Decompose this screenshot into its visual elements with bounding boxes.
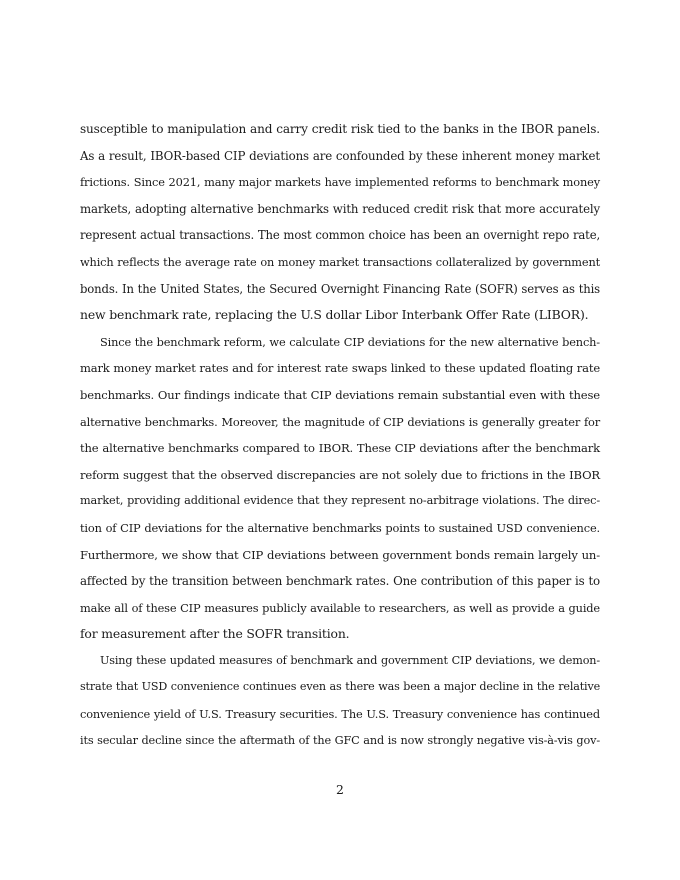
text-line: susceptible to manipulation and carry credit risk tied to the banks in the IBOR panels. bbox=[80, 122, 600, 136]
text-line: new benchmark rate, replacing the U.S dollar Libor Interbank Offer Rate (LIBOR). bbox=[80, 307, 589, 323]
text-line: affected by the transition between benchmark rates. One contribution of this paper is to bbox=[80, 574, 600, 589]
text-line: strate that USD convenience continues even as there was been a major decline in the relative bbox=[80, 680, 600, 694]
text-line: market, providing additional evidence that they represent no-arbitrage violations. The direc- bbox=[80, 494, 600, 508]
text-line: Using these updated measures of benchmark and government CIP deviations, we demon- bbox=[100, 653, 600, 667]
text-line: alternative benchmarks. Moreover, the magnitude of CIP deviations is generally greater for bbox=[80, 414, 600, 429]
text-line: which reflects the average rate on money market transactions collateralized by government bbox=[80, 254, 600, 269]
text-line: mark money market rates and for interest rate swaps linked to these updated floating rate bbox=[80, 361, 600, 376]
text-line: its secular decline since the aftermath of the GFC and is now strongly negative vis-à-vis gov- bbox=[80, 733, 600, 747]
text-line: bonds. In the United States, the Secured Overnight Financing Rate (SOFR) serves as this bbox=[80, 281, 600, 296]
text-line: Furthermore, we show that CIP deviations between government bonds remain largely un- bbox=[80, 547, 600, 562]
text-line: represent actual transactions. The most common choice has been an overnight repo rate, bbox=[80, 228, 600, 243]
text-line: Since the benchmark reform, we calculate CIP deviations for the new alternative bench- bbox=[100, 334, 600, 349]
text-line: convenience yield of U.S. Treasury securities. The U.S. Treasury convenience has continued bbox=[80, 707, 600, 722]
page-number: 2 bbox=[336, 782, 344, 797]
text-line: for measurement after the SOFR transition. bbox=[80, 626, 350, 642]
text-line: markets, adopting alternative benchmarks with reduced credit risk that more accurately bbox=[80, 201, 600, 216]
text-line: tion of CIP deviations for the alternative benchmarks points to sustained USD convenience. bbox=[80, 520, 600, 535]
body-text bbox=[80, 116, 600, 754]
text-line: As a result, IBOR-based CIP deviations are confounded by these inherent money market bbox=[80, 148, 600, 163]
text-line: the alternative benchmarks compared to IBOR. These CIP deviations after the benchmark bbox=[80, 441, 600, 456]
text-line: make all of these CIP measures publicly available to researchers, as well as provide a guide bbox=[80, 600, 600, 615]
text-line: benchmarks. Our findings indicate that CIP deviations remain substantial even with these bbox=[80, 387, 600, 402]
text-line: frictions. Since 2021, many major markets have implemented reforms to benchmark money bbox=[80, 175, 600, 190]
paragraph-1 bbox=[80, 116, 600, 329]
text-line: reform suggest that the observed discrepancies are not solely due to frictions in the IBOR bbox=[80, 467, 600, 482]
paragraph-3 bbox=[80, 648, 600, 754]
paragraph-2 bbox=[80, 329, 600, 648]
